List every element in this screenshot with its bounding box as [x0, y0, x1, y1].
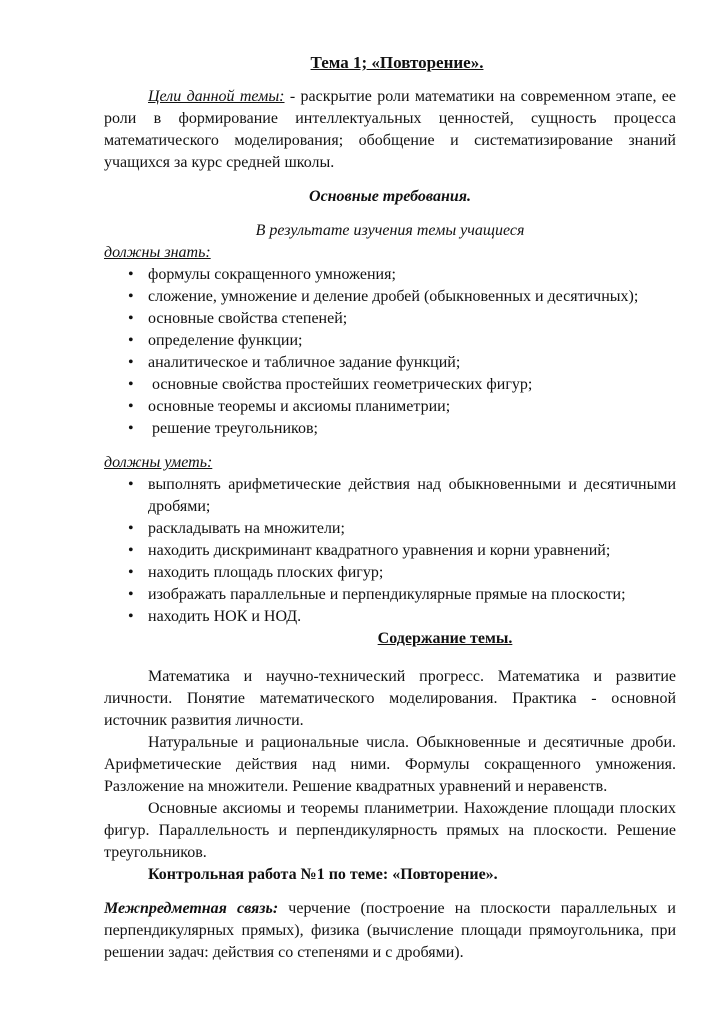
bullet-icon: •: [128, 476, 134, 493]
can-label: должны уметь:: [104, 454, 213, 471]
list-item: [104, 518, 676, 540]
goals-paragraph: [104, 86, 676, 174]
content-paragraph: Натуральные и рациональные числа. Обыкновенные и десятичные дроби. Арифметические действия над ними. Формулы сокращенного умножения. Разложение на множители. Решение квадратных уравнений и неравенств.: [104, 734, 676, 795]
list-item-text: определение функции;: [148, 332, 303, 349]
list-item: [104, 308, 676, 330]
bullet-icon: •: [128, 398, 134, 415]
know-label: должны знать:: [104, 244, 211, 261]
bullet-icon: •: [128, 332, 134, 349]
can-list: [104, 474, 676, 628]
content-paragraph: Математика и научно-технический прогресс. Математика и развитие личности. Понятие математического моделирования. Практика - основной источник развития личности.: [104, 668, 676, 729]
list-item: [104, 474, 676, 518]
list-item-text: решение треугольников;: [148, 420, 318, 437]
list-item: [104, 540, 676, 562]
bullet-icon: •: [128, 376, 134, 393]
interdisciplinary-text: черчение (построение на плоскости параллельных и перпендикулярных прямых), физика (вычисление площади прямоугольника, при решении задач: действия со степенями и с дробями).: [104, 900, 676, 961]
list-item-text: выполнять арифметические действия над обыкновенными и десятичными дробями;: [148, 476, 676, 515]
list-item-text: находить площадь плоских фигур;: [148, 564, 384, 581]
content-paragraph: Основные аксиомы и теоремы планиметрии. Нахождение площади плоских фигур. Параллельность и перпендикулярность прямых на плоскости. Решение треугольников.: [104, 800, 676, 861]
list-item: [104, 286, 676, 308]
list-item-text: формулы сокращенного умножения;: [148, 266, 396, 283]
list-item-text: основные свойства простейших геометрических фигур;: [148, 376, 533, 393]
list-item: [104, 330, 676, 352]
list-item: [104, 606, 676, 628]
bullet-icon: •: [128, 420, 134, 437]
list-item: [104, 374, 676, 396]
content-heading: Содержание темы.: [377, 630, 513, 647]
interdisciplinary-paragraph: [104, 898, 676, 964]
goals-text: - раскрытие роли математики на современном этапе, ее роли в формирование интеллектуальных ценностей, сущность процесса математического моделирования; обобщение и систематизирование знаний учащихся за курс средней школы.: [104, 88, 676, 171]
list-item-text: основные свойства степеней;: [148, 310, 348, 327]
goals-label: Цели данной темы:: [148, 88, 285, 105]
list-item-text: находить НОК и НОД.: [148, 608, 302, 625]
bullet-icon: •: [128, 354, 134, 371]
bullet-icon: •: [128, 586, 134, 603]
list-item: [104, 418, 676, 440]
bullet-icon: •: [128, 288, 134, 305]
list-item-text: основные теоремы и аксиомы планиметрии;: [148, 398, 451, 415]
requirements-intro: В результате изучения темы учащиеся: [255, 222, 525, 239]
page-title: Тема 1; «Повторение».: [310, 53, 484, 72]
list-item: [104, 352, 676, 374]
list-item-text: находить дискриминант квадратного уравнения и корни уравнений;: [148, 542, 611, 559]
bullet-icon: •: [128, 310, 134, 327]
interdisciplinary-label: Межпредметная связь:: [104, 900, 279, 917]
list-item-text: аналитическое и табличное задание функций;: [148, 354, 461, 371]
test-line: Контрольная работа №1 по теме: «Повторение».: [148, 866, 498, 883]
bullet-icon: •: [128, 542, 134, 559]
list-item: [104, 562, 676, 584]
requirements-heading: Основные требования.: [309, 188, 471, 205]
document-page: [104, 52, 676, 964]
list-item-text: раскладывать на множители;: [148, 520, 345, 537]
bullet-icon: •: [128, 608, 134, 625]
list-item: [104, 264, 676, 286]
list-item-text: сложение, умножение и деление дробей (обыкновенных и десятичных);: [148, 288, 639, 305]
list-item-text: изображать параллельные и перпендикулярные прямые на плоскости;: [148, 586, 626, 603]
list-item: [104, 584, 676, 606]
bullet-icon: •: [128, 520, 134, 537]
bullet-icon: •: [128, 266, 134, 283]
bullet-icon: •: [128, 564, 134, 581]
know-list: [104, 264, 676, 440]
list-item: [104, 396, 676, 418]
